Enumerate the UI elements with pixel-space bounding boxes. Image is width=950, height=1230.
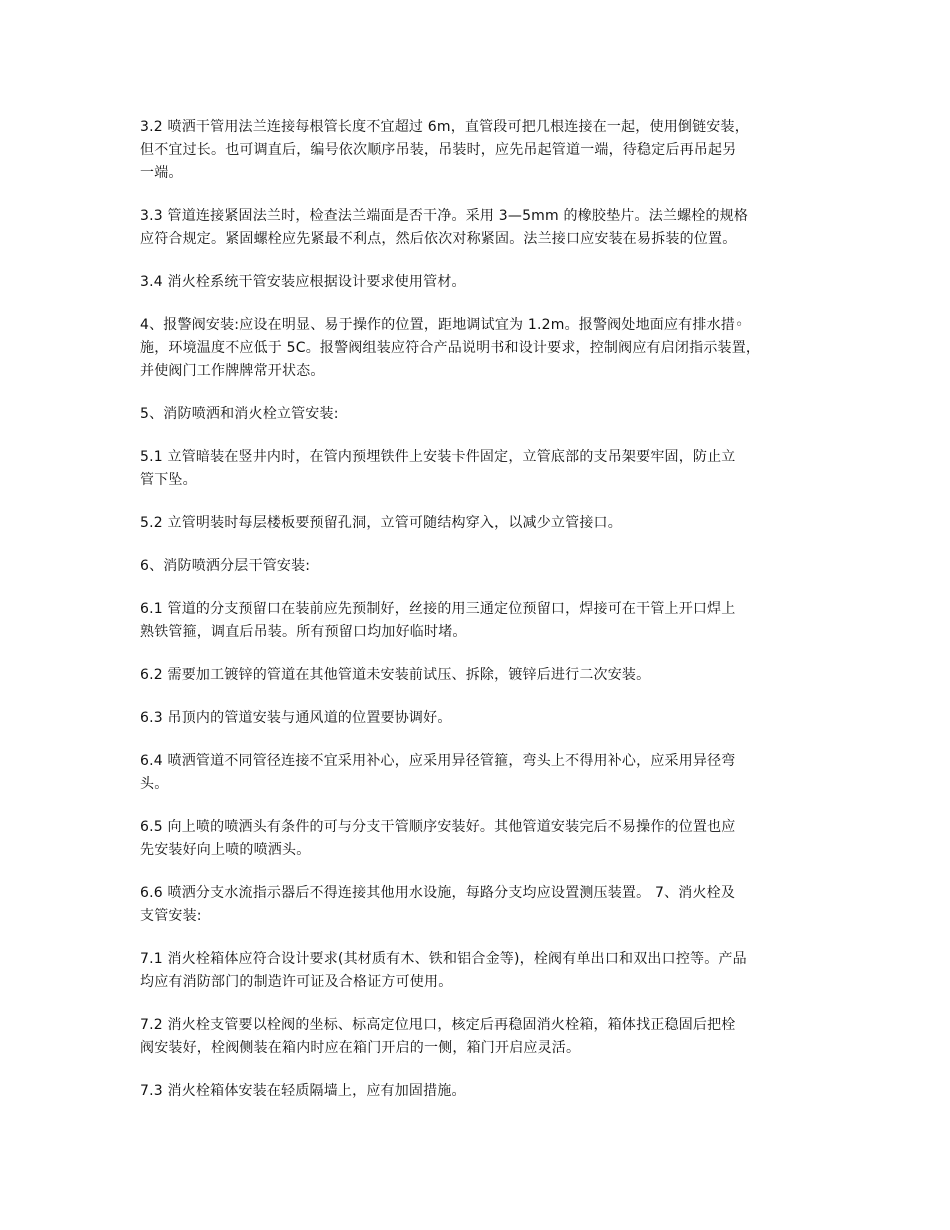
text-line: 一端。 <box>140 165 183 181</box>
paragraph-6-3 <box>140 707 830 730</box>
paragraph-7-1 <box>140 948 830 994</box>
paragraph-7-3 <box>140 1080 830 1103</box>
paragraph-5-heading <box>140 403 830 426</box>
text-line: 5.1 立管暗装在竖井内时，在管内预埋铁件上安装卡件固定，立管底部的支吊架要牢固，防止立 <box>140 449 736 465</box>
text-line: 3.4 消火栓系统干管安装应根据设计要求使用管材。 <box>140 274 466 290</box>
paragraph-5-1 <box>140 446 830 492</box>
paragraph-6-5 <box>140 816 830 862</box>
text-line: 并使阀门工作牌牌常开状态。 <box>140 363 325 379</box>
paragraph-3-4 <box>140 271 830 294</box>
paragraph-6-6 <box>140 882 830 928</box>
text-line: 但不宜过长。也可调直后，编号依次顺序吊装，吊装时，应先吊起管道一端，待稳定后再吊起另 <box>140 142 737 158</box>
text-line: 6.5 向上喷的喷洒头有条件的可与分支干管顺序安装好。其他管道安装完后不易操作的位置也应 <box>140 819 736 835</box>
text-line: 6.3 吊顶内的管道安装与通风道的位置要协调好。 <box>140 710 452 726</box>
text-line: 阀安装好，栓阀侧装在箱内时应在箱门开启的一侧，箱门开启应灵活。 <box>140 1040 581 1056</box>
text-line: 7.1 消火栓箱体应符合设计要求(其材质有木、铁和铝合金等)，栓阀有单出口和双出口控等。产品 <box>140 951 747 967</box>
text-line: 3.3 管道连接紧固法兰时，检查法兰端面是否干净。采用 3—5mm 的橡胶垫片。法兰螺栓的规格 <box>140 208 749 224</box>
text-line: 6、消防喷洒分层干管安装: <box>140 558 311 574</box>
paragraph-6-2 <box>140 664 830 687</box>
text-line: 应符合规定。紧固螺栓应先紧最不利点，然后依次对称紧固。法兰接口应安装在易拆装的位置。 <box>140 231 737 247</box>
text-line: 管下坠。 <box>140 472 197 488</box>
text-line: 6.2 需要加工镀锌的管道在其他管道未安装前试压、拆除，镀锌后进行二次安装。 <box>140 667 651 683</box>
text-line: 先安装好向上喷的喷洒头。 <box>140 842 311 858</box>
text-line: 5、消防喷洒和消火栓立管安装: <box>140 406 339 422</box>
paragraph-3-2 <box>140 116 830 185</box>
text-line: 头。 <box>140 776 169 792</box>
text-line: 4、报警阀安装:应设在明显、易于操作的位置，距地调试宜为 1.2m。报警阀处地面应有排水措◦ <box>140 317 744 333</box>
paragraph-6-heading <box>140 555 830 578</box>
text-line: 6.4 喷洒管道不同管径连接不宜采用补心，应采用异径管箍，弯头上不得用补心，应采用异径弯 <box>140 753 736 769</box>
document-body <box>140 116 830 1123</box>
text-line: 5.2 立管明装时每层楼板要预留孔洞，立管可随结构穿入，以减少立管接口。 <box>140 515 622 531</box>
paragraph-3-3 <box>140 205 830 251</box>
text-line: 支管安装: <box>140 908 202 924</box>
text-line: 均应有消防部门的制造许可证及合格证方可使用。 <box>140 974 453 990</box>
paragraph-7-2 <box>140 1014 830 1060</box>
paragraph-6-4 <box>140 750 830 796</box>
text-line: 6.6 喷洒分支水流指示器后不得连接其他用水设施，每路分支均应设置测压装置。 7、消火栓及 <box>140 885 736 901</box>
text-line: 6.1 管道的分支预留口在装前应先预制好，丝接的用三通定位预留口，焊接可在干管上开口焊上 <box>140 601 736 617</box>
text-line: 熟铁管箍，调直后吊装。所有预留口均加好临时堵。 <box>140 624 467 640</box>
paragraph-4 <box>140 314 830 383</box>
paragraph-6-1 <box>140 598 830 644</box>
paragraph-5-2 <box>140 512 830 535</box>
text-line: 3.2 喷洒干管用法兰连接每根管长度不宜超过 6m，直管段可把几根连接在一起，使用倒链安装， <box>140 119 749 135</box>
text-line: 施，环境温度不应低于 5C。报警阀组装应符合产品说明书和设计要求，控制阀应有启闭指示装置， <box>140 340 761 356</box>
text-line: 7.2 消火栓支管要以栓阀的坐标、标高定位甩口，核定后再稳固消火栓箱，箱体找正稳固后把栓 <box>140 1017 736 1033</box>
text-line: 7.3 消火栓箱体安装在轻质隔墙上，应有加固措施。 <box>140 1083 466 1099</box>
